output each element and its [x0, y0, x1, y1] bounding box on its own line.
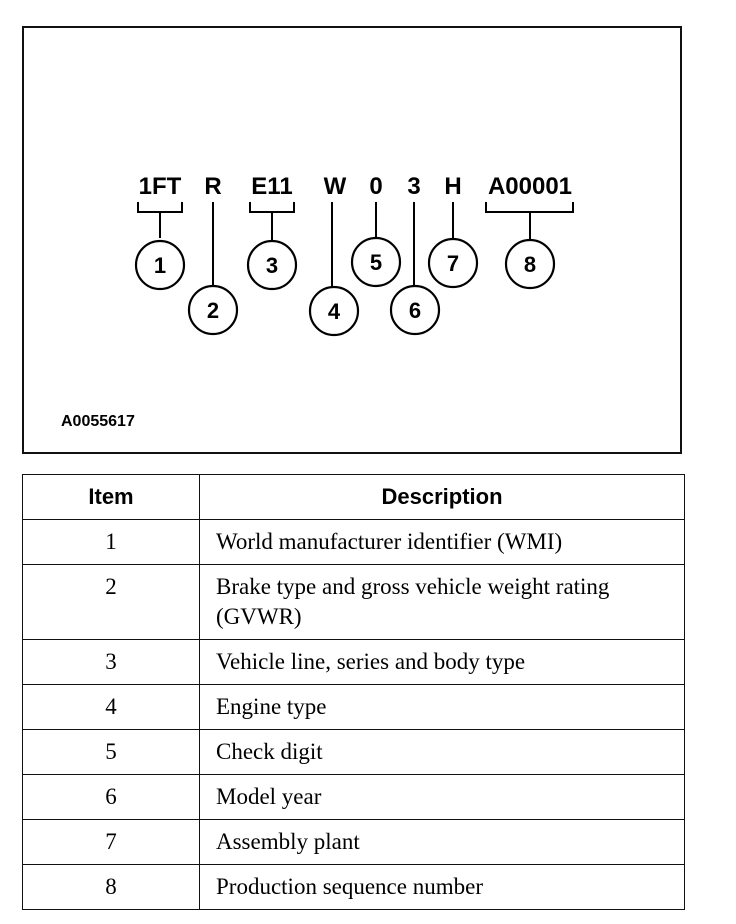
- table-row: [23, 820, 685, 865]
- vin-segment-wmi: 1FT: [138, 173, 182, 200]
- row-description: Check digit: [200, 730, 685, 775]
- row-item: 3: [23, 640, 200, 685]
- figure-id: A0055617: [61, 413, 135, 430]
- bracket-1: [138, 202, 182, 238]
- vin-diagram-svg: [2, 2, 736, 482]
- table-row: [23, 565, 685, 640]
- row-description: Engine type: [200, 685, 685, 730]
- vin-diagram: [22, 26, 682, 454]
- table-row: [23, 865, 685, 910]
- vin-legend-table: [22, 474, 685, 910]
- table-row: [23, 640, 685, 685]
- vin-segment-year: 3: [407, 173, 421, 200]
- vin-segment-check: 0: [369, 173, 383, 200]
- vin-segment-brake: R: [204, 173, 222, 200]
- callout-circles: [136, 238, 554, 335]
- vin-segment-engine: W: [323, 173, 347, 200]
- vin-segment-line: E11: [251, 173, 293, 200]
- row-description: Vehicle line, series and body type: [200, 640, 685, 685]
- row-description: Production sequence number: [200, 865, 685, 910]
- row-description: Brake type and gross vehicle weight rating (GVWR): [200, 565, 685, 640]
- table-header-row: [23, 475, 685, 520]
- row-description: World manufacturer identifier (WMI): [200, 520, 685, 565]
- callout-number-6: 6: [408, 298, 422, 323]
- row-description: Assembly plant: [200, 820, 685, 865]
- row-item: 1: [23, 520, 200, 565]
- callout-number-1: 1: [153, 253, 167, 278]
- row-item: 2: [23, 565, 200, 640]
- callout-number-2: 2: [206, 298, 220, 323]
- callout-number-4: 4: [327, 299, 341, 324]
- table-row: [23, 775, 685, 820]
- vin-segment-plant: H: [444, 173, 462, 200]
- table-row: [23, 730, 685, 775]
- row-item: 4: [23, 685, 200, 730]
- callout-number-5: 5: [369, 250, 383, 275]
- bracket-3: [250, 202, 294, 240]
- row-item: 6: [23, 775, 200, 820]
- header-item: Item: [23, 475, 200, 520]
- bracket-8: [486, 202, 573, 240]
- table-row: [23, 520, 685, 565]
- row-item: 5: [23, 730, 200, 775]
- row-description: Model year: [200, 775, 685, 820]
- row-item: 7: [23, 820, 200, 865]
- callout-number-8: 8: [523, 252, 537, 277]
- table-row: [23, 685, 685, 730]
- header-description: Description: [200, 475, 685, 520]
- vin-segment-sequence: A00001: [487, 173, 573, 200]
- row-item: 8: [23, 865, 200, 910]
- callout-number-3: 3: [265, 253, 279, 278]
- callout-number-7: 7: [446, 251, 460, 276]
